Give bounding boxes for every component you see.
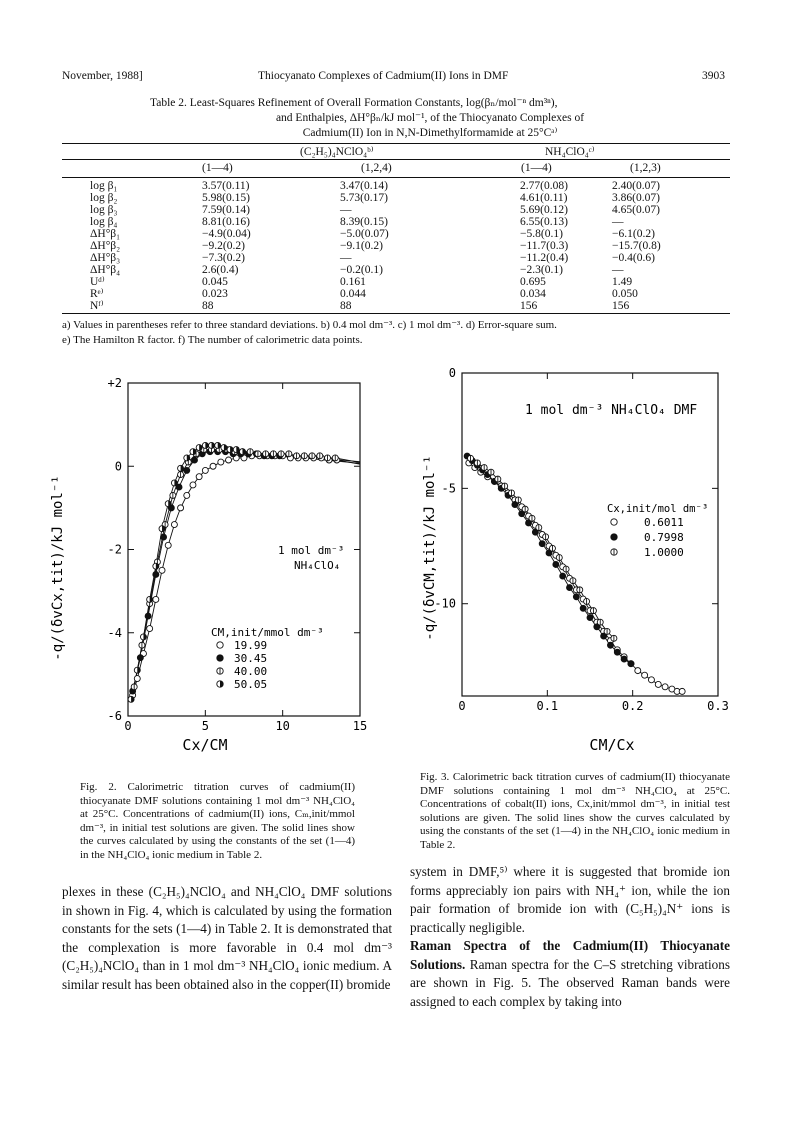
table-cell: 156 xyxy=(612,300,630,312)
table-cell: 0.044 xyxy=(340,288,366,300)
figure-3-legend-marker xyxy=(611,519,617,525)
table-cell: 0.695 xyxy=(520,276,546,288)
figure-2-data-point xyxy=(286,451,292,457)
table-cell: 2.40(0.07) xyxy=(612,180,660,192)
table-cell: −5.8(0.1) xyxy=(520,228,563,240)
figure-3-data-point xyxy=(679,688,685,694)
table-cell: 8.39(0.15) xyxy=(340,216,388,228)
figure-3-data-point xyxy=(560,573,566,579)
figure-3-x-axis-label: CM/Cx xyxy=(589,736,635,754)
body-paragraph: Raman spectra for the C–S stretching vibrations are shown in Fig. 5. The observed Raman bands were assigned to each complex by taking into xyxy=(410,956,730,1009)
figure-3-x-tick-label: 0.2 xyxy=(621,699,644,713)
table-cell: — xyxy=(612,264,624,276)
table-cell: 8.81(0.16) xyxy=(202,216,250,228)
figure-3-y-tick-label: -10 xyxy=(434,596,456,611)
figure-3-caption: Fig. 3. Calorimetric back titration curves of cadmium(II) thiocyanate DMF solutions containing 1 mol dm⁻³ NH₄ClO₄ at 25°C. Concentrations of cobalt(II) ions, Cx,init/mmol dm⁻³, in initial test solutions are given. The solid lines show the curves calculated by using the constants of the set (1—4) in the NH₄ClO₄ ionic medium in Table 2. xyxy=(420,771,730,851)
figure-3-legend xyxy=(611,516,684,559)
figure-2-x-axis-label: Cx/CM xyxy=(182,736,228,754)
table-row-label: Rᵉ⁾ xyxy=(90,288,104,300)
figure-2-legend-label: 50.05 xyxy=(234,678,268,691)
figure-2-data-point xyxy=(147,626,153,632)
figure-3-legend-label: 0.7998 xyxy=(644,531,684,544)
figure-3-data-point xyxy=(536,525,542,531)
table-cell: −7.3(0.2) xyxy=(202,252,245,264)
table-cell: 3.47(0.14) xyxy=(340,180,388,192)
table-cell: 7.59(0.14) xyxy=(202,204,250,216)
figure-3-data-point xyxy=(642,672,648,678)
figure-2-data-point xyxy=(215,442,221,448)
figure-2-x-tick-label: 5 xyxy=(201,719,209,733)
table-cell: −4.9(0.04) xyxy=(202,228,251,240)
figure-2-y-tick-label: -2 xyxy=(107,542,122,557)
figure-2-data-point xyxy=(263,451,269,457)
table-col-header: (1,2,4) xyxy=(361,162,392,174)
table-row-label: Nᶠ⁾ xyxy=(90,300,104,312)
table-cell: 3.86(0.07) xyxy=(612,192,660,204)
figure-2-data-point xyxy=(226,457,232,463)
table-cell: 5.69(0.12) xyxy=(520,204,568,216)
table-cell: 88 xyxy=(340,300,352,312)
figure-3-x-tick-label: 0.3 xyxy=(707,699,729,713)
figure-3-data-point xyxy=(662,684,668,690)
figure-2-data-point xyxy=(196,445,202,451)
figure-2-data-point xyxy=(137,655,143,661)
figure-2-data-point xyxy=(317,453,323,459)
body-text-right xyxy=(410,863,730,1011)
table-cell: — xyxy=(340,252,352,264)
figure-3-data-point xyxy=(515,497,521,503)
figure-2-legend-marker xyxy=(217,668,223,674)
figure-2-legend-label: 30.45 xyxy=(234,652,268,665)
figure-2-legend-marker xyxy=(217,655,223,661)
table-row-label: log β₁ xyxy=(90,180,118,192)
table-cell: 5.73(0.17) xyxy=(340,192,388,204)
figure-3-data-point xyxy=(502,483,508,489)
figure-3-data-point xyxy=(529,515,535,521)
table-row-label: ΔH°β₃ xyxy=(90,252,121,264)
figure-2-legend-label: 19.99 xyxy=(234,639,268,652)
figure-2-legend xyxy=(217,639,267,691)
table-cell: −9.1(0.2) xyxy=(340,240,383,252)
table-footnote-2: e) The Hamilton R factor. f) The number of calorimetric data points. xyxy=(62,334,363,346)
figure-2-data-point xyxy=(178,505,184,511)
figure-3-title: 1 mol dm⁻³ NH₄ClO₄ DMF xyxy=(525,403,698,418)
figure-2-data-point xyxy=(184,455,190,461)
figure-2-data-point xyxy=(165,542,171,548)
table-row-label: Uᵈ⁾ xyxy=(90,276,105,288)
figure-2-data-point xyxy=(190,482,196,488)
figure-3-legend-label: 0.6011 xyxy=(644,516,684,529)
table-row-label: ΔH°β₂ xyxy=(90,240,121,252)
table-cell: −5.0(0.07) xyxy=(340,228,389,240)
table-cell: −0.4(0.6) xyxy=(612,252,655,264)
figure-3-data-point xyxy=(584,598,590,604)
figure-3-data-point xyxy=(539,541,545,547)
figure-2-data-point xyxy=(170,492,176,498)
table-cell: 2.77(0.08) xyxy=(520,180,568,192)
figure-3-data-point xyxy=(549,545,555,551)
table-caption xyxy=(150,96,710,141)
table-bottom-rule xyxy=(62,313,730,314)
figure-3-data-point xyxy=(614,649,620,655)
table-cell: −15.7(0.8) xyxy=(612,240,661,252)
table-group-rule xyxy=(62,159,730,160)
table-cell: −11.2(0.4) xyxy=(520,252,569,264)
figure-3-data-point xyxy=(635,668,641,674)
figure-2-legend-marker xyxy=(217,681,223,687)
table-cell: 4.61(0.11) xyxy=(520,192,568,204)
figure-3-data-point xyxy=(604,628,610,634)
figure-3-legend-label: 1.0000 xyxy=(644,546,684,559)
table-row-label: log β₂ xyxy=(90,192,118,204)
table-group-header-2: NH₄ClO₄ᶜ⁾ xyxy=(545,146,595,158)
figure-2-data-point xyxy=(255,451,261,457)
figure-3-data-point xyxy=(577,587,583,593)
figure-3-data-point xyxy=(648,677,654,683)
figure-2-legend-marker xyxy=(217,642,223,648)
figure-3-data-point xyxy=(567,585,573,591)
figure-2-data-point xyxy=(192,457,198,463)
figure-2-data-point xyxy=(233,447,239,453)
table-caption-line-3: Cadmium(II) Ion in N,N-Dimethylformamide at 25°Cᵃ⁾ xyxy=(302,127,558,139)
table-header-rule xyxy=(62,177,730,178)
figure-3-data-point xyxy=(556,555,562,561)
figure-2-data-point xyxy=(153,563,159,569)
figure-2-data-point xyxy=(247,449,253,455)
figure-3-data-point xyxy=(563,566,569,572)
table-row-label: ΔH°β₄ xyxy=(90,264,121,276)
figure-3-fit-curve xyxy=(469,463,682,691)
figure-2-data-point xyxy=(210,463,216,469)
body-text-left xyxy=(62,883,392,994)
figure-3-data-point xyxy=(468,455,474,461)
figure-2-data-point xyxy=(165,501,171,507)
figure-2-data-point xyxy=(209,442,215,448)
table-footnote-1: a) Values in parentheses refer to three standard deviations. b) 0.4 mol dm⁻³. c) 1 mol dm⁻³. d) Error-square sum. xyxy=(62,319,557,331)
figure-3-data-point xyxy=(580,605,586,611)
figure-2-y-tick-label: 0 xyxy=(114,459,122,474)
figure-2-data-point xyxy=(294,453,300,459)
table-cell: 5.98(0.15) xyxy=(202,192,250,204)
figure-3-fit-curves xyxy=(467,456,682,691)
figure-2-data-point xyxy=(178,472,184,478)
figure-3-y-axis-label: -q/(δvCM,tit)/kJ mol⁻¹ xyxy=(422,455,438,641)
body-paragraph: system in DMF,⁵⁾ where it is suggested that bromide ion forms appreciably ion pairs with NH₄⁺ ion, while the ion pair formation of bromide ion with (C₅H₅)₄N⁺ ions is practically negligible. xyxy=(410,864,730,935)
figure-2-data-point xyxy=(178,465,184,471)
figure-3-x-tick-label: 0.1 xyxy=(536,699,559,713)
figure-3-data-point xyxy=(590,608,596,614)
figure-3-chart xyxy=(412,368,752,768)
table-cell: 0.161 xyxy=(340,276,366,288)
figure-3-data-point xyxy=(587,615,593,621)
figure-2-data-point xyxy=(131,684,137,690)
figure-3-y-tick-label: 0 xyxy=(448,368,456,380)
figure-3-data-point xyxy=(488,469,494,475)
table-row-label: log β₄ xyxy=(90,216,118,228)
figure-3-data-points xyxy=(464,453,685,694)
figure-2-data-point xyxy=(278,451,284,457)
figure-2-legend-label: 40.00 xyxy=(234,665,268,678)
figure-2-data-point xyxy=(190,449,196,455)
table-caption-line-2: and Enthalpies, ΔH°βₙ/kJ mol⁻¹, of the Thiocyanato Complexes of xyxy=(275,112,585,124)
table-col-header: (1—4) xyxy=(202,162,233,174)
figure-2-x-tick-label: 15 xyxy=(352,719,368,733)
figure-3-data-point xyxy=(522,506,528,512)
figure-2-data-point xyxy=(239,449,245,455)
body-paragraph: plexes in these (C₂H₅)₄NClO₄ and NH₄ClO₄ DMF solutions in shown in Fig. 4, which is calculated by using the formation constants for the sets (1—4) in Table 2. It is demonstrated that the complexation is more favorable in 0.4 mol dm⁻³ (C₂H₅)₄NClO₄ than in 1 mol dm⁻³ NH₄ClO₄ ionic medium. A similar result has been obtained also in the copper(II) bromide xyxy=(62,884,392,992)
figure-2-x-tick-label: 0 xyxy=(124,719,132,733)
figure-2-data-point xyxy=(159,567,165,573)
figure-2-data-point xyxy=(202,467,208,473)
figure-2-medium-line-1: 1 mol dm⁻³ xyxy=(278,544,345,557)
table-cell: 2.6(0.4) xyxy=(202,264,239,276)
figure-3-data-point xyxy=(508,490,514,496)
table-cell: 156 xyxy=(520,300,538,312)
page-number: 3903 xyxy=(702,70,725,82)
figure-2-legend-title: CM,init/mmol dm⁻³ xyxy=(211,626,324,639)
figure-3-tick-labels xyxy=(434,368,729,713)
figure-2-data-point xyxy=(153,571,159,577)
table-cell: 88 xyxy=(202,300,214,312)
table-row-label: ΔH°β₁ xyxy=(90,228,121,240)
running-header-date: November, 1988] xyxy=(62,70,143,82)
figure-2-y-tick-label: -4 xyxy=(107,625,122,640)
table-cell: — xyxy=(340,204,352,216)
figure-2-data-point xyxy=(139,642,145,648)
table-group-header-1: (C₂H₅)₄NClO₄ᵇ⁾ xyxy=(300,146,374,158)
table-cell: −2.3(0.1) xyxy=(520,264,563,276)
table-cell: 4.65(0.07) xyxy=(612,204,660,216)
figure-3-x-tick-label: 0 xyxy=(458,699,466,713)
table-cell: 3.57(0.11) xyxy=(202,180,250,192)
figure-3-legend-marker xyxy=(611,549,617,555)
figure-2-data-point xyxy=(134,667,140,673)
figure-3-data-point xyxy=(611,635,617,641)
table-cell: −11.7(0.3) xyxy=(520,240,569,252)
figure-3-y-tick-label: -5 xyxy=(441,481,456,496)
table-cell: −6.1(0.2) xyxy=(612,228,655,240)
figure-3-data-point xyxy=(607,642,613,648)
figure-2-data-point xyxy=(128,696,134,702)
figure-3-data-point xyxy=(481,465,487,471)
figure-2-data-point xyxy=(147,596,153,602)
figure-3-data-point xyxy=(573,594,579,600)
figure-2-data-point xyxy=(325,455,331,461)
figure-2-data-point xyxy=(171,522,177,528)
table-cell: 0.050 xyxy=(612,288,638,300)
figure-2-data-point xyxy=(134,676,140,682)
figure-2-y-tick-label: +2 xyxy=(107,376,122,390)
figure-3-legend-marker xyxy=(611,534,617,540)
running-header-title: Thiocyanato Complexes of Cadmium(II) Ions in DMF xyxy=(258,70,509,82)
figure-2-chart xyxy=(40,368,380,768)
table-col-header: (1,2,3) xyxy=(630,162,661,174)
table-top-rule xyxy=(62,143,730,144)
figure-2-data-point xyxy=(184,492,190,498)
table-cell: 0.045 xyxy=(202,276,228,288)
table-cell: 0.034 xyxy=(520,288,546,300)
figure-2-x-tick-label: 10 xyxy=(275,719,290,733)
table-row-label: log β₃ xyxy=(90,204,118,216)
figure-2-data-point xyxy=(161,534,167,540)
figure-2-data-point xyxy=(184,467,190,473)
table-cell: 0.023 xyxy=(202,288,228,300)
section-heading: Raman Spectra of the Cadmium(II) Thiocyanate Solutions. xyxy=(410,938,730,972)
figure-2-data-point xyxy=(218,459,224,465)
figure-2-data-point xyxy=(270,451,276,457)
figure-3-data-point xyxy=(553,561,559,567)
figure-2-caption: Fig. 2. Calorimetric titration curves of cadmium(II) thiocyanate DMF solutions containing 1 mol dm⁻³ NH₄ClO₄ at 25°C. Concentrations of cadmium(II) ions, Cₘ,init/mmol dm⁻³, in initial test solutions are given. The solid lines show the curves calculated by using the constants of the set (1—4) in the NH₄ClO₄ ionic medium in Table 2. xyxy=(80,781,355,861)
figure-3-data-point xyxy=(621,656,627,662)
figure-2-data-point xyxy=(145,613,151,619)
table-col-header: (1—4) xyxy=(521,162,552,174)
figure-2-data-point xyxy=(196,474,202,480)
figure-2-y-axis-label: -q/(δvCx,tit)/kJ mol⁻¹ xyxy=(50,475,66,661)
figure-3-data-point xyxy=(474,460,480,466)
figure-3-data-point xyxy=(655,681,661,687)
figure-3-data-point xyxy=(628,661,634,667)
figure-2-data-point xyxy=(171,480,177,486)
figure-2-data-point xyxy=(153,596,159,602)
figure-3-data-point xyxy=(597,619,603,625)
figure-2-data-point xyxy=(332,455,338,461)
table-caption-line-1: Table 2. Least-Squares Refinement of Overall Formation Constants, log(βₙ/mol⁻ⁿ dm³ⁿ), xyxy=(150,97,558,109)
figure-3-data-point xyxy=(570,578,576,584)
figure-3-data-point xyxy=(543,534,549,540)
table-cell: — xyxy=(612,216,624,228)
figure-2-data-point xyxy=(227,447,233,453)
table-cell: −9.2(0.2) xyxy=(202,240,245,252)
figure-2-data-point xyxy=(159,526,165,532)
figure-2-data-point xyxy=(301,453,307,459)
figure-2-data-point xyxy=(221,445,227,451)
figure-2-data-point xyxy=(309,453,315,459)
table-cell: −0.2(0.1) xyxy=(340,264,383,276)
figure-2-data-point xyxy=(202,442,208,448)
table-cell: 6.55(0.13) xyxy=(520,216,568,228)
figure-3-legend-title: Cx,init/mol dm⁻³ xyxy=(607,503,709,515)
figure-2-data-point xyxy=(140,634,146,640)
figure-3-data-point xyxy=(495,476,501,482)
table-cell: 1.49 xyxy=(612,276,633,288)
figure-2-medium-line-2: NH₄ClO₄ xyxy=(294,559,341,572)
figure-2-y-tick-label: -6 xyxy=(107,709,122,723)
